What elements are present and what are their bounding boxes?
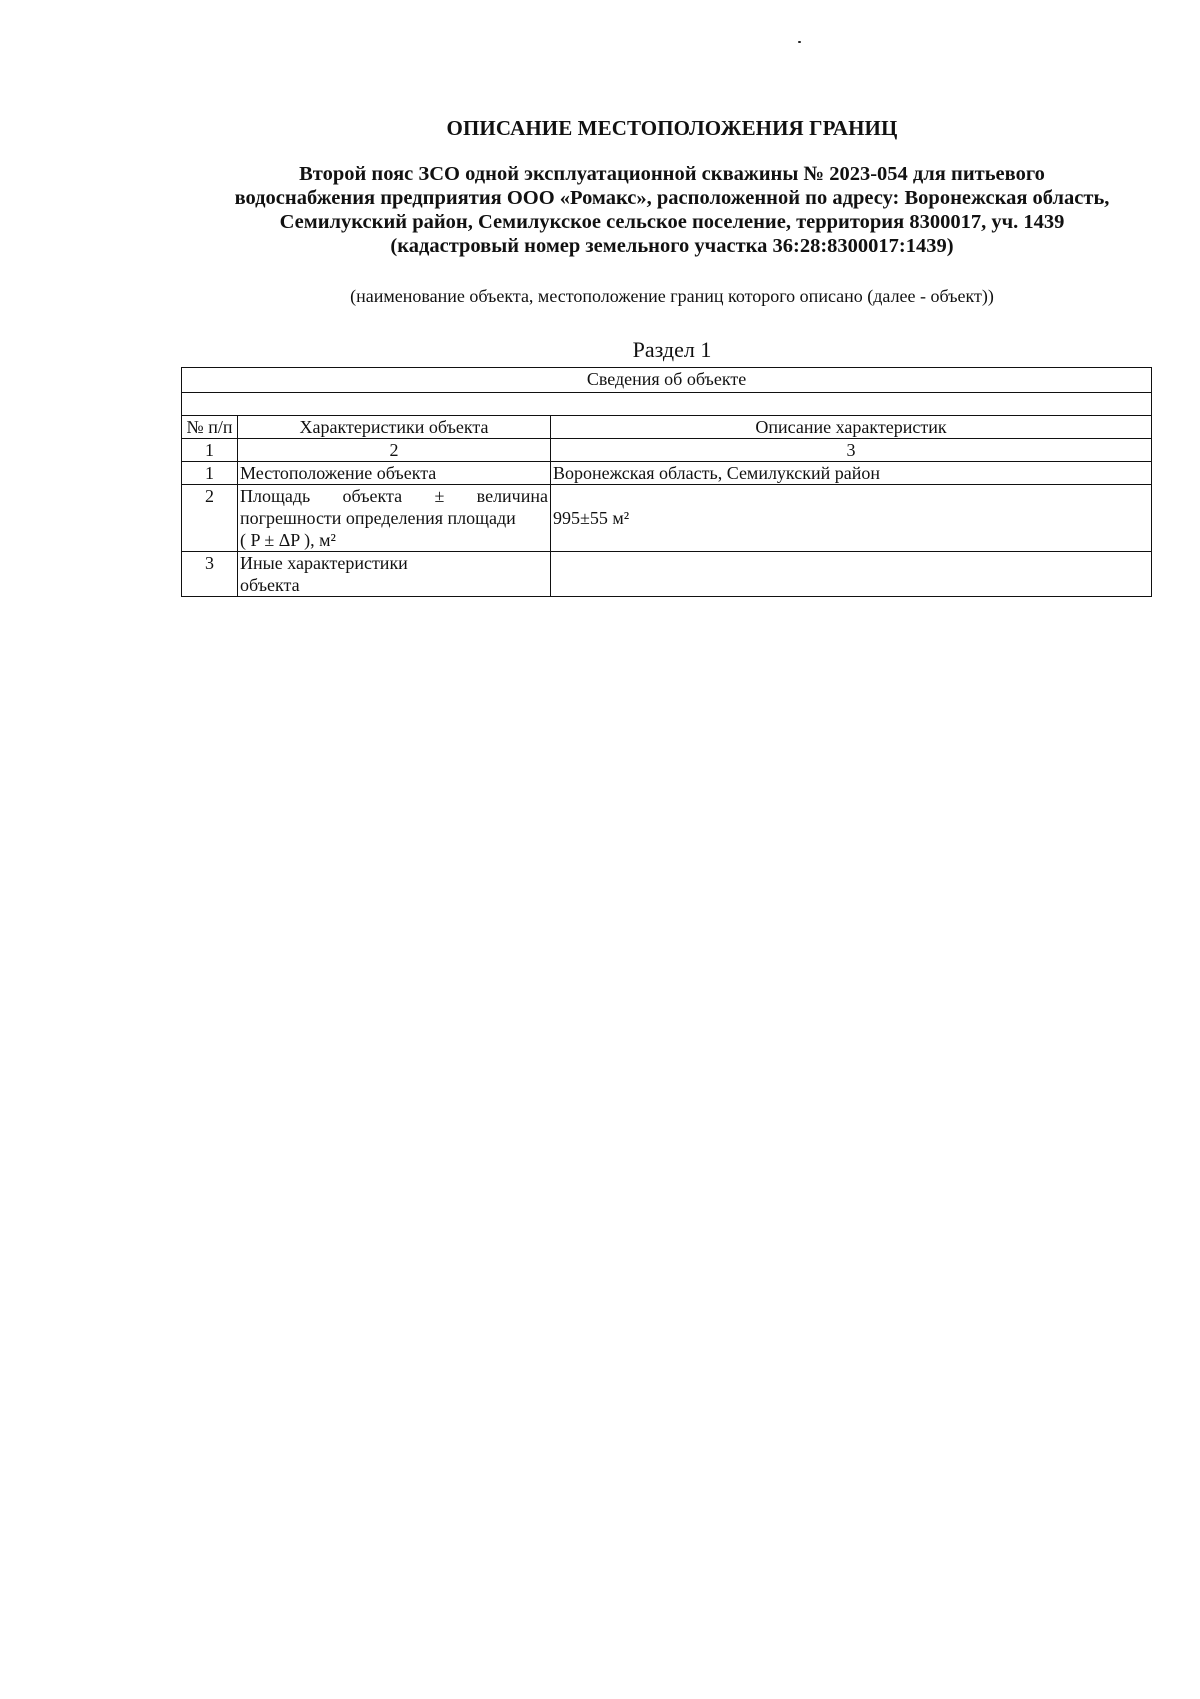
row-characteristic: [238, 552, 551, 597]
table-title: Сведения об объекте: [182, 368, 1152, 393]
table-row: [182, 485, 1152, 552]
table-row: [182, 552, 1152, 597]
object-name-line: Семилукский район, Семилукское сельское поселение, территория 8300017, уч. 1439: [279, 211, 1065, 233]
characteristic-line: погрешности определения площади: [240, 508, 516, 528]
header-description: Описание характеристик: [551, 416, 1152, 439]
row-description: [551, 552, 1152, 597]
row-description: 995±55 м²: [551, 485, 1152, 552]
object-name-line: Второй пояс ЗСО одной эксплуатационной скважины № 2023-054 для питьевого: [299, 163, 1045, 185]
column-number: 1: [182, 439, 238, 462]
object-name-line: (кадастровый номер земельного участка 36:28:8300017:1439): [390, 235, 954, 257]
column-number: 3: [551, 439, 1152, 462]
row-number: 2: [182, 485, 238, 552]
header-characteristic: Характеристики объекта: [238, 416, 551, 439]
characteristic-line: Площадь объекта ± величина: [240, 486, 548, 506]
table-blank-cell: [182, 393, 1152, 416]
characteristic-line: ( P ± ΔP ), м²: [240, 530, 336, 550]
row-number: 1: [182, 462, 238, 485]
table-blank-row: [182, 393, 1152, 416]
row-description: Воронежская область, Семилукский район: [551, 462, 1152, 485]
header-num: № п/п: [182, 416, 238, 439]
characteristic-line: Иные характеристики: [240, 553, 408, 573]
characteristic-line: Местоположение объекта: [240, 463, 437, 483]
row-characteristic: [238, 485, 551, 552]
object-name: [180, 162, 1164, 258]
object-name-line: водоснабжения предприятия ООО «Ромакс», расположенной по адресу: Воронежская область,: [234, 187, 1110, 209]
scan-speck: [798, 41, 801, 43]
document-title: ОПИСАНИЕ МЕСТОПОЛОЖЕНИЯ ГРАНИЦ: [446, 116, 898, 140]
table-row: [182, 462, 1152, 485]
characteristic-line: объекта: [240, 575, 300, 595]
column-number: 2: [238, 439, 551, 462]
object-name-caption: (наименование объекта, местоположение границ которого описано (далее - объект)): [350, 286, 994, 306]
section-heading: Раздел 1: [632, 337, 712, 362]
table-column-numbers-row: [182, 439, 1152, 462]
table-header-row: [182, 416, 1152, 439]
table-title-row: [182, 368, 1152, 393]
object-info-table: [181, 367, 1152, 597]
row-characteristic: [238, 462, 551, 485]
row-number: 3: [182, 552, 238, 597]
